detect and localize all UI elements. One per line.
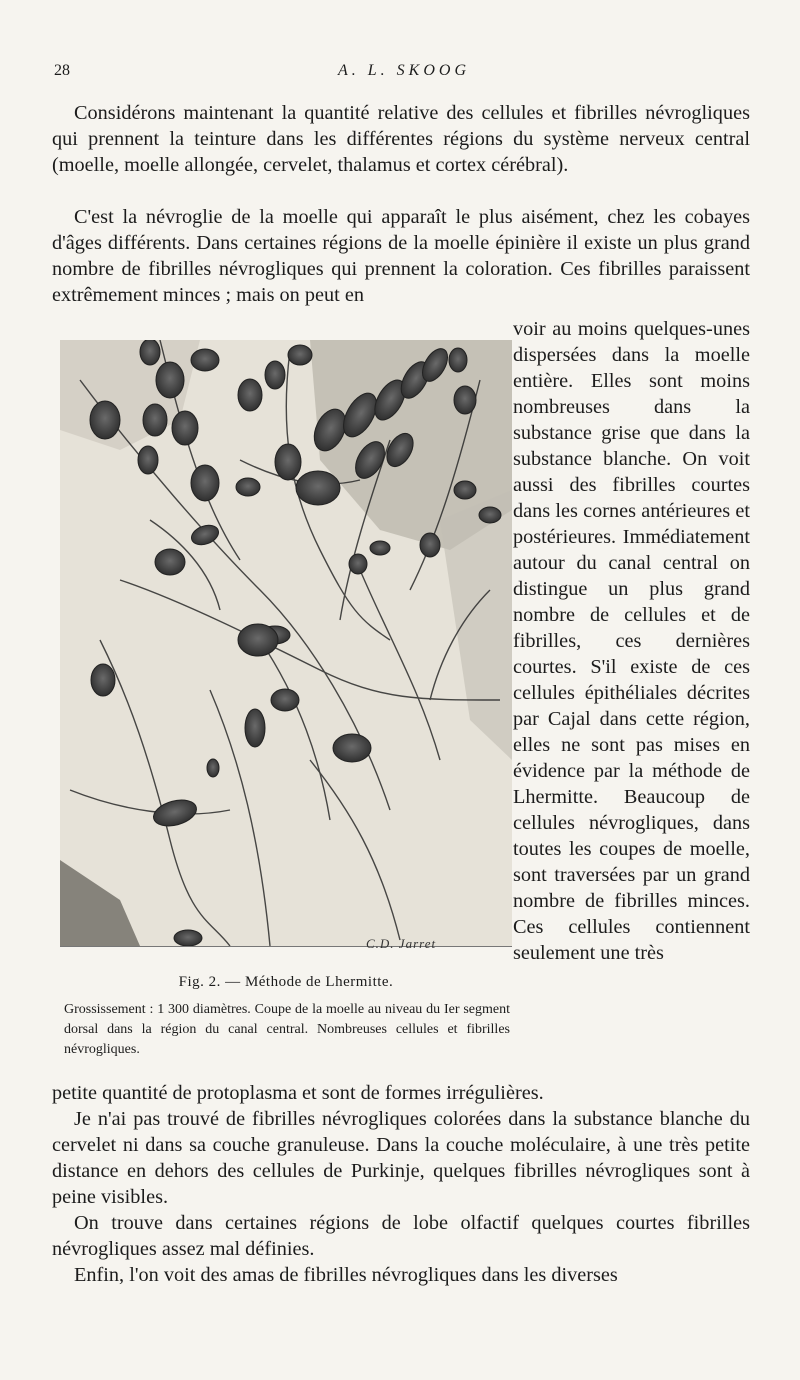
paragraph-2-end: petite quantité de protoplasma et sont de formes irrégulières. <box>52 1082 544 1104</box>
micrograph-illustration <box>60 340 512 946</box>
paragraph-1: Considérons maintenant la quantité relative des cellules et fibrilles névrogliques qui prennent la teinture dans les différentes régions du système nerveux central (moelle, moelle allongée, cervelet, thalamus et cortex cérébral). <box>52 102 750 176</box>
paragraph-4: On trouve dans certaines régions de lobe olfactif quelques courtes fibrilles névrogliques assez mal définies. <box>52 1212 750 1260</box>
paragraph-3: Je n'ai pas trouvé de fibrilles névrogliques colorées dans la substance blanche du cervelet ni dans sa couche granuleuse. Dans la couche moléculaire, à une très petite distance en dehors des cellules de Purkinje, quelques fibrilles névrogliques sont à peine visibles. <box>52 1108 750 1208</box>
paragraph-5: Enfin, l'on voit des amas de fibrilles névrogliques dans les diverses <box>74 1264 618 1286</box>
figure-method: Méthode de Lhermitte. <box>244 974 394 990</box>
paragraph-2-intro: C'est la névroglie de la moelle qui apparaît le plus aisément, chez les cobayes d'âges différents. Dans certaines régions de la moelle épinière il existe un plus grand nombre de fibrilles névrogliques qui prennent la coloration. Ces fibrilles paraissent extrêmement minces ; mais on peut en <box>52 206 750 306</box>
page-header <box>54 62 754 86</box>
paragraph-2-column: voir au moins quelques-unes dispersées dans la moelle entière. Elles sont moins nombreuses dans la substance grise que dans la substance blanche. On voit aussi des fibrilles courtes dans les cornes antérieures et postérieures. Immédiatement autour du canal central on distingue un plus grand nombre de cellules et de fibrilles, ces dernières courtes. S'il existe de ces cellules épithéliales décrites par Cajal dans cette région, elles ne sont pas mises en évidence par la méthode de Lhermitte. Beaucoup de cellules névrogliques, dans toutes les coupes de moelle, sont traversées par un grand nombre de fibrilles minces. Ces cellules contiennent seulement une très <box>513 318 750 964</box>
figure-label: Fig. 2. — <box>178 974 245 990</box>
page-number: 28 <box>54 62 70 79</box>
illustrator-signature: C.D. Jarret <box>366 936 437 951</box>
micrograph-figure <box>60 340 512 947</box>
figure-caption-text: Grossissement : 1 300 diamètres. Coupe de la moelle au niveau du Ier segment dorsal dans la région du canal central. Nombreuses cellules et fibrilles névrogliques. <box>64 1002 510 1057</box>
running-head: A. L. SKOOG <box>337 62 470 79</box>
figure-caption-title <box>60 974 512 991</box>
